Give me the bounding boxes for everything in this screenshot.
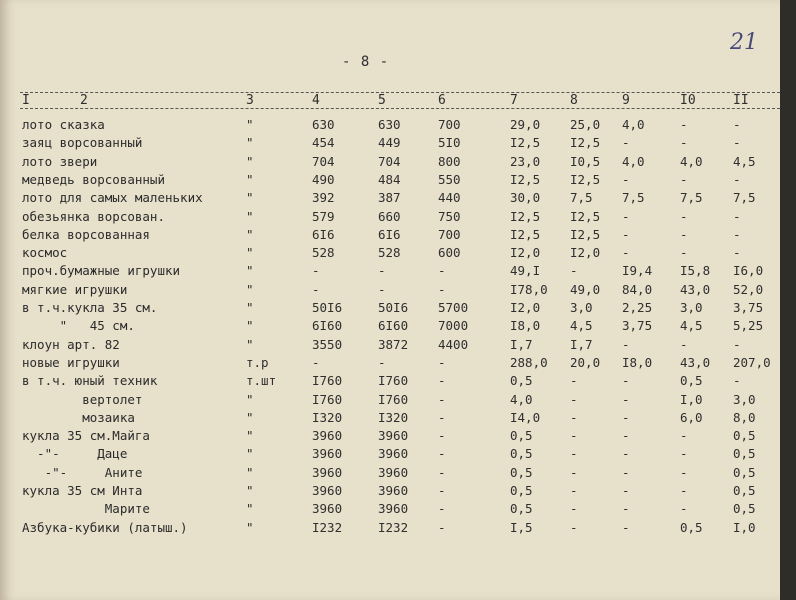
col10-cell: 43,0 — [680, 281, 711, 297]
col7-cell: 0,5 — [510, 483, 533, 498]
column-header: 4 — [312, 93, 320, 108]
col6-cell: 750 — [438, 208, 461, 224]
col8-cell: I2,5 — [570, 135, 601, 151]
col5-cell: 528 — [378, 245, 401, 261]
col5-cell: 6I60 — [378, 318, 409, 334]
col7-cell: 0,5 — [510, 464, 533, 480]
col6-cell: - — [438, 263, 446, 279]
col7-cell: 4,0 — [510, 391, 533, 407]
col11-cell: - — [733, 373, 741, 389]
col10-cell: - — [680, 226, 688, 242]
col8-cell: 20,0 — [570, 354, 601, 370]
col6-cell: 600 — [438, 245, 461, 261]
item-name: -"- Аните — [22, 464, 143, 480]
col11-cell: I,0 — [733, 519, 756, 535]
col8-cell: - — [570, 501, 578, 517]
col7-cell: 288,0 — [510, 354, 548, 370]
col11-cell: 3,75 — [733, 300, 764, 315]
col10-cell: - — [680, 135, 688, 151]
col7-cell: I2,5 — [510, 171, 541, 187]
col5-cell: I232 — [378, 519, 409, 535]
col9-cell: - — [622, 226, 630, 242]
col10-cell: - — [680, 483, 688, 498]
col4-cell: - — [312, 263, 320, 279]
col6-cell: - — [438, 501, 446, 517]
col7-cell: I78,0 — [510, 281, 548, 297]
col11-cell: 0,5 — [733, 464, 756, 480]
col4-cell: 490 — [312, 171, 335, 187]
col6-cell: 550 — [438, 171, 461, 187]
col4-cell: 50I6 — [312, 300, 343, 315]
col9-cell: 3,75 — [622, 318, 653, 334]
col5-cell: 3960 — [378, 464, 409, 480]
col5-cell: 3872 — [378, 336, 409, 352]
col7-cell: 0,5 — [510, 446, 533, 462]
unit-cell: " — [246, 117, 254, 132]
col5-cell: 6I6 — [378, 226, 401, 242]
column-header: I0 — [680, 93, 696, 108]
item-name: лото для самых маленьких — [22, 190, 203, 206]
column-header: II — [733, 93, 749, 108]
col8-cell: I2,5 — [570, 208, 601, 224]
col5-cell: I320 — [378, 409, 409, 425]
unit-cell: " — [246, 519, 254, 535]
col5-cell: 3960 — [378, 483, 409, 498]
col6-cell: 800 — [438, 153, 461, 169]
col9-cell: - — [622, 208, 630, 224]
col4-cell: 3960 — [312, 446, 343, 462]
col11-cell: - — [733, 336, 741, 352]
col6-cell: - — [438, 519, 446, 535]
col7-cell: I,5 — [510, 519, 533, 535]
col7-cell: I2,0 — [510, 300, 541, 315]
page-number: - 8 - — [342, 54, 390, 70]
col9-cell: - — [622, 428, 630, 444]
col5-cell: - — [378, 263, 386, 279]
col7-cell: 30,0 — [510, 190, 541, 206]
col10-cell: 4,0 — [680, 153, 703, 169]
item-name: новые игрушки — [22, 354, 120, 370]
col6-cell: 4400 — [438, 336, 469, 352]
item-name: белка ворсованная — [22, 226, 150, 242]
unit-cell: " — [246, 446, 254, 462]
col5-cell: 387 — [378, 190, 401, 206]
col5-cell: 660 — [378, 208, 401, 224]
col6-cell: - — [438, 281, 446, 297]
col10-cell: - — [680, 501, 688, 517]
col9-cell: 4,0 — [622, 117, 645, 132]
col7-cell: 0,5 — [510, 373, 533, 389]
col10-cell: 7,5 — [680, 190, 703, 206]
col9-cell: - — [622, 245, 630, 261]
col4-cell: 454 — [312, 135, 335, 151]
unit-cell: " — [246, 263, 254, 279]
col11-cell: 207,0 — [733, 354, 771, 370]
unit-cell: " — [246, 428, 254, 444]
col10-cell: - — [680, 208, 688, 224]
col9-cell: - — [622, 483, 630, 498]
item-name: " 45 см. — [22, 318, 135, 334]
col6-cell: 700 — [438, 226, 461, 242]
col6-cell: - — [438, 446, 446, 462]
col10-cell: - — [680, 171, 688, 187]
column-header: 6 — [438, 93, 446, 108]
col9-cell: 7,5 — [622, 190, 645, 206]
col7-cell: I4,0 — [510, 409, 541, 425]
col11-cell: I6,0 — [733, 263, 764, 279]
col11-cell: - — [733, 171, 741, 187]
item-name: медведь ворсованный — [22, 171, 165, 187]
item-name: клоун арт. 82 — [22, 336, 120, 352]
col11-cell: 0,5 — [733, 501, 756, 517]
col5-cell: 704 — [378, 153, 401, 169]
col8-cell: I2,0 — [570, 245, 601, 261]
col11-cell: 0,5 — [733, 428, 756, 444]
col4-cell: I760 — [312, 373, 343, 389]
col4-cell: - — [312, 354, 320, 370]
col10-cell: 4,5 — [680, 318, 703, 334]
item-name: кукла 35 см.Майга — [22, 428, 150, 444]
col8-cell: - — [570, 519, 578, 535]
col10-cell: - — [680, 245, 688, 261]
col7-cell: 29,0 — [510, 117, 541, 132]
col6-cell: 7000 — [438, 318, 469, 334]
col4-cell: 6I6 — [312, 226, 335, 242]
col5-cell: 630 — [378, 117, 401, 132]
unit-cell: т.шт — [246, 373, 277, 389]
item-name: мягкие игрушки — [22, 281, 128, 297]
col8-cell: 3,0 — [570, 300, 593, 315]
col11-cell: 3,0 — [733, 391, 756, 407]
col6-cell: - — [438, 464, 446, 480]
col4-cell: I760 — [312, 391, 343, 407]
col6-cell: 5I0 — [438, 135, 461, 151]
unit-cell: " — [246, 391, 254, 407]
col8-cell: - — [570, 391, 578, 407]
col8-cell: - — [570, 263, 578, 279]
col8-cell: 49,0 — [570, 281, 601, 297]
col4-cell: 630 — [312, 117, 335, 132]
col11-cell: 52,0 — [733, 281, 764, 297]
col5-cell: - — [378, 354, 386, 370]
item-name: проч.бумажные игрушки — [22, 263, 181, 279]
col7-cell: I2,5 — [510, 135, 541, 151]
col5-cell: 3960 — [378, 501, 409, 517]
item-name: заяц ворсованный — [22, 135, 143, 151]
col8-cell: - — [570, 464, 578, 480]
col5-cell: 50I6 — [378, 300, 409, 315]
col10-cell: I,0 — [680, 391, 703, 407]
col9-cell: I9,4 — [622, 263, 653, 279]
item-name: лото сказка — [22, 117, 105, 132]
col9-cell: - — [622, 336, 630, 352]
col6-cell: - — [438, 373, 446, 389]
col10-cell: - — [680, 464, 688, 480]
col4-cell: 3550 — [312, 336, 343, 352]
unit-cell: " — [246, 483, 254, 498]
item-name: в т.ч. юный техник — [22, 373, 158, 389]
col8-cell: 7,5 — [570, 190, 593, 206]
unit-cell: " — [246, 318, 254, 334]
col11-cell: - — [733, 245, 741, 261]
col10-cell: 43,0 — [680, 354, 711, 370]
column-header: 2 — [80, 93, 88, 108]
col4-cell: 579 — [312, 208, 335, 224]
column-header: I — [22, 93, 30, 108]
col5-cell: 449 — [378, 135, 401, 151]
unit-cell: " — [246, 300, 254, 315]
col10-cell: 0,5 — [680, 373, 703, 389]
col10-cell: 0,5 — [680, 519, 703, 535]
col11-cell: - — [733, 117, 741, 132]
col6-cell: 5700 — [438, 300, 469, 315]
col11-cell: - — [733, 208, 741, 224]
col9-cell: 4,0 — [622, 153, 645, 169]
item-name: космос — [22, 245, 68, 261]
col7-cell: I2,5 — [510, 226, 541, 242]
col10-cell: - — [680, 117, 688, 132]
col9-cell: - — [622, 519, 630, 535]
item-name: вертолет — [22, 391, 143, 407]
col7-cell: I8,0 — [510, 318, 541, 334]
col10-cell: - — [680, 428, 688, 444]
col11-cell: - — [733, 135, 741, 151]
col10-cell: I5,8 — [680, 263, 711, 279]
col11-cell: 7,5 — [733, 190, 756, 206]
col10-cell: - — [680, 336, 688, 352]
col7-cell: I2,5 — [510, 208, 541, 224]
col11-cell: 5,25 — [733, 318, 764, 334]
col9-cell: - — [622, 171, 630, 187]
col6-cell: - — [438, 354, 446, 370]
col9-cell: - — [622, 501, 630, 517]
col9-cell: 2,25 — [622, 300, 653, 315]
unit-cell: " — [246, 135, 254, 151]
col4-cell: 704 — [312, 153, 335, 169]
col6-cell: - — [438, 409, 446, 425]
col6-cell: 700 — [438, 117, 461, 132]
col4-cell: I320 — [312, 409, 343, 425]
col8-cell: I0,5 — [570, 153, 601, 169]
col11-cell: 4,5 — [733, 153, 756, 169]
col8-cell: 4,5 — [570, 318, 593, 334]
unit-cell: " — [246, 245, 254, 261]
item-name: Азбука-кубики (латыш.) — [22, 519, 188, 535]
col8-cell: - — [570, 483, 578, 498]
handwritten-folio-number: 21 — [730, 30, 758, 55]
unit-cell: т.р — [246, 354, 269, 370]
col5-cell: 484 — [378, 171, 401, 187]
col8-cell: I,7 — [570, 336, 593, 352]
col7-cell: I2,0 — [510, 245, 541, 261]
table-header-rule — [20, 108, 785, 109]
col7-cell: I,7 — [510, 336, 533, 352]
col9-cell: - — [622, 464, 630, 480]
unit-cell: " — [246, 464, 254, 480]
item-name: в т.ч.кукла 35 см. — [22, 300, 158, 315]
col9-cell: I8,0 — [622, 354, 653, 370]
unit-cell: " — [246, 501, 254, 517]
col4-cell: 3960 — [312, 464, 343, 480]
col11-cell: 8,0 — [733, 409, 756, 425]
col8-cell: 25,0 — [570, 117, 601, 132]
col4-cell: - — [312, 281, 320, 297]
col8-cell: I2,5 — [570, 171, 601, 187]
col6-cell: - — [438, 483, 446, 498]
column-header: 8 — [570, 93, 578, 108]
unit-cell: " — [246, 409, 254, 425]
col11-cell: - — [733, 226, 741, 242]
col4-cell: 6I60 — [312, 318, 343, 334]
col9-cell: 84,0 — [622, 281, 653, 297]
unit-cell: " — [246, 190, 254, 206]
col6-cell: - — [438, 428, 446, 444]
item-name: обезьянка ворсован. — [22, 208, 165, 224]
col7-cell: 23,0 — [510, 153, 541, 169]
col4-cell: I232 — [312, 519, 343, 535]
col10-cell: 6,0 — [680, 409, 703, 425]
unit-cell: " — [246, 208, 254, 224]
col7-cell: 0,5 — [510, 501, 533, 517]
column-header: 3 — [246, 93, 254, 108]
col6-cell: - — [438, 391, 446, 407]
col4-cell: 528 — [312, 245, 335, 261]
col5-cell: - — [378, 281, 386, 297]
col9-cell: - — [622, 373, 630, 389]
col9-cell: - — [622, 135, 630, 151]
unit-cell: " — [246, 171, 254, 187]
col10-cell: 3,0 — [680, 300, 703, 315]
unit-cell: " — [246, 226, 254, 242]
col4-cell: 3960 — [312, 483, 343, 498]
col8-cell: - — [570, 446, 578, 462]
item-name: лото звери — [22, 153, 98, 169]
col10-cell: - — [680, 446, 688, 462]
column-header: 7 — [510, 93, 518, 108]
col5-cell: I760 — [378, 373, 409, 389]
col7-cell: 49,I — [510, 263, 541, 279]
col4-cell: 3960 — [312, 428, 343, 444]
col5-cell: 3960 — [378, 428, 409, 444]
unit-cell: " — [246, 281, 254, 297]
col11-cell: 0,5 — [733, 483, 756, 498]
table-top-rule — [20, 92, 785, 93]
col11-cell: 0,5 — [733, 446, 756, 462]
col5-cell: I760 — [378, 391, 409, 407]
col8-cell: I2,5 — [570, 226, 601, 242]
item-name: кукла 35 см Инта — [22, 483, 143, 498]
col5-cell: 3960 — [378, 446, 409, 462]
col4-cell: 392 — [312, 190, 335, 206]
column-header: 5 — [378, 93, 386, 108]
scanner-edge — [780, 0, 796, 600]
item-name: Марите — [22, 501, 150, 517]
col9-cell: - — [622, 391, 630, 407]
col8-cell: - — [570, 373, 578, 389]
col8-cell: - — [570, 428, 578, 444]
unit-cell: " — [246, 336, 254, 352]
item-name: мозаика — [22, 409, 135, 425]
col7-cell: 0,5 — [510, 428, 533, 444]
col4-cell: 3960 — [312, 501, 343, 517]
col9-cell: - — [622, 409, 630, 425]
col9-cell: - — [622, 446, 630, 462]
column-header: 9 — [622, 93, 630, 108]
unit-cell: " — [246, 153, 254, 169]
col8-cell: - — [570, 409, 578, 425]
item-name: -"- Даце — [22, 446, 128, 462]
col6-cell: 440 — [438, 190, 461, 206]
